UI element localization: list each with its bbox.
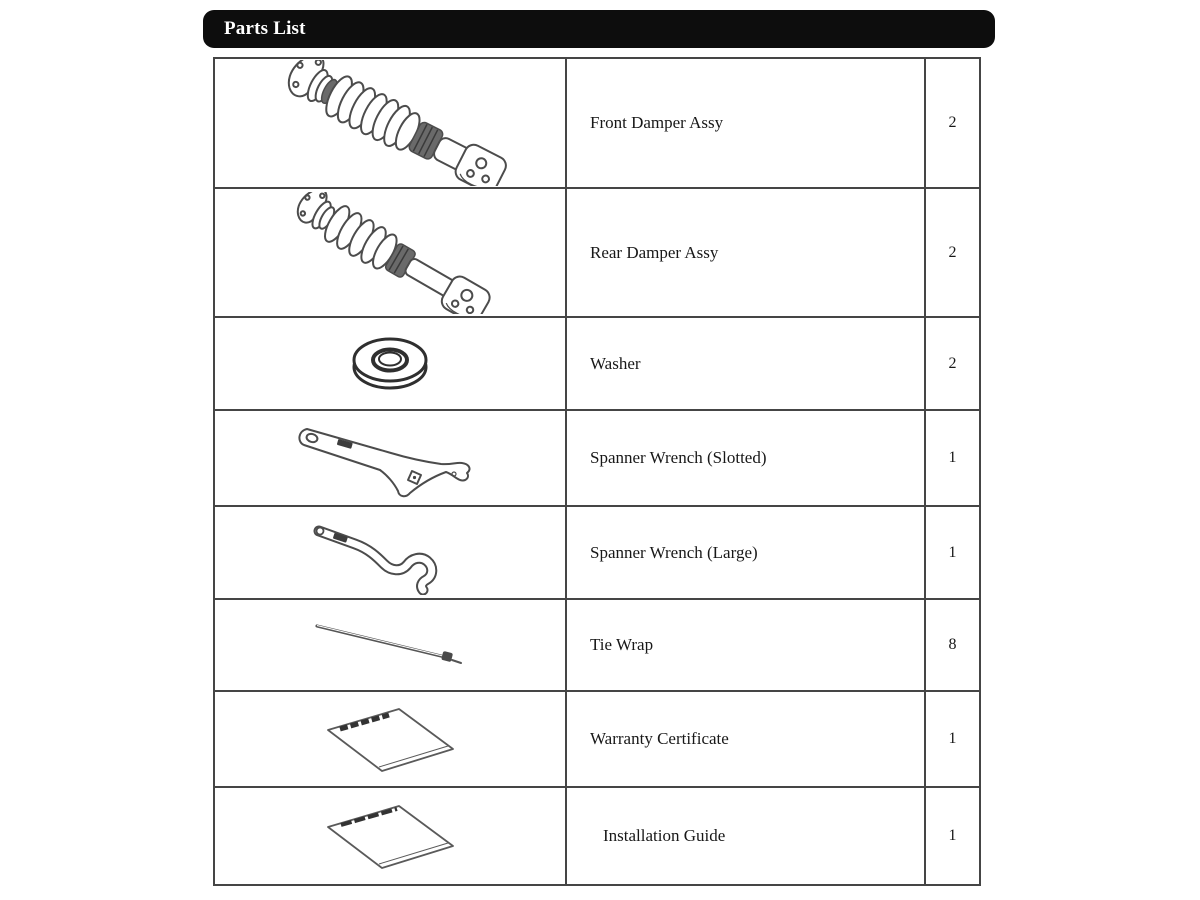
part-image-cell <box>215 59 565 187</box>
part-name-cell: Rear Damper Assy <box>565 187 924 316</box>
front-damper-assy-icon <box>265 60 515 186</box>
spanner-wrench-slotted-icon <box>295 414 485 502</box>
parts-list-header <box>203 10 995 48</box>
part-qty-cell: 1 <box>924 786 979 884</box>
part-image-cell <box>215 598 565 690</box>
part-name-cell: Front Damper Assy <box>565 59 924 187</box>
part-qty-cell: 8 <box>924 598 979 690</box>
part-qty-cell: 1 <box>924 505 979 598</box>
part-qty-cell: 1 <box>924 690 979 786</box>
parts-table <box>213 57 981 886</box>
part-image-cell <box>215 505 565 598</box>
part-name-cell: Installation Guide <box>565 786 924 884</box>
part-name-cell: Spanner Wrench (Large) <box>565 505 924 598</box>
part-qty-cell: 2 <box>924 316 979 409</box>
part-image-cell <box>215 786 565 884</box>
installation-guide-icon <box>315 800 465 872</box>
rear-damper-assy-icon <box>278 192 503 314</box>
part-image-cell <box>215 187 565 316</box>
part-name-cell: Tie Wrap <box>565 598 924 690</box>
spanner-wrench-large-icon <box>305 510 475 595</box>
warranty-certificate-icon <box>315 703 465 775</box>
page-title: Parts List <box>224 18 306 39</box>
part-qty-cell: 2 <box>924 187 979 316</box>
part-name-cell: Washer <box>565 316 924 409</box>
part-name-cell: Warranty Certificate <box>565 690 924 786</box>
tie-wrap-icon <box>305 618 475 673</box>
part-image-cell <box>215 690 565 786</box>
part-qty-cell: 2 <box>924 59 979 187</box>
part-image-cell <box>215 316 565 409</box>
washer-icon <box>335 330 445 398</box>
part-image-cell <box>215 409 565 505</box>
part-name-cell: Spanner Wrench (Slotted) <box>565 409 924 505</box>
part-qty-cell: 1 <box>924 409 979 505</box>
